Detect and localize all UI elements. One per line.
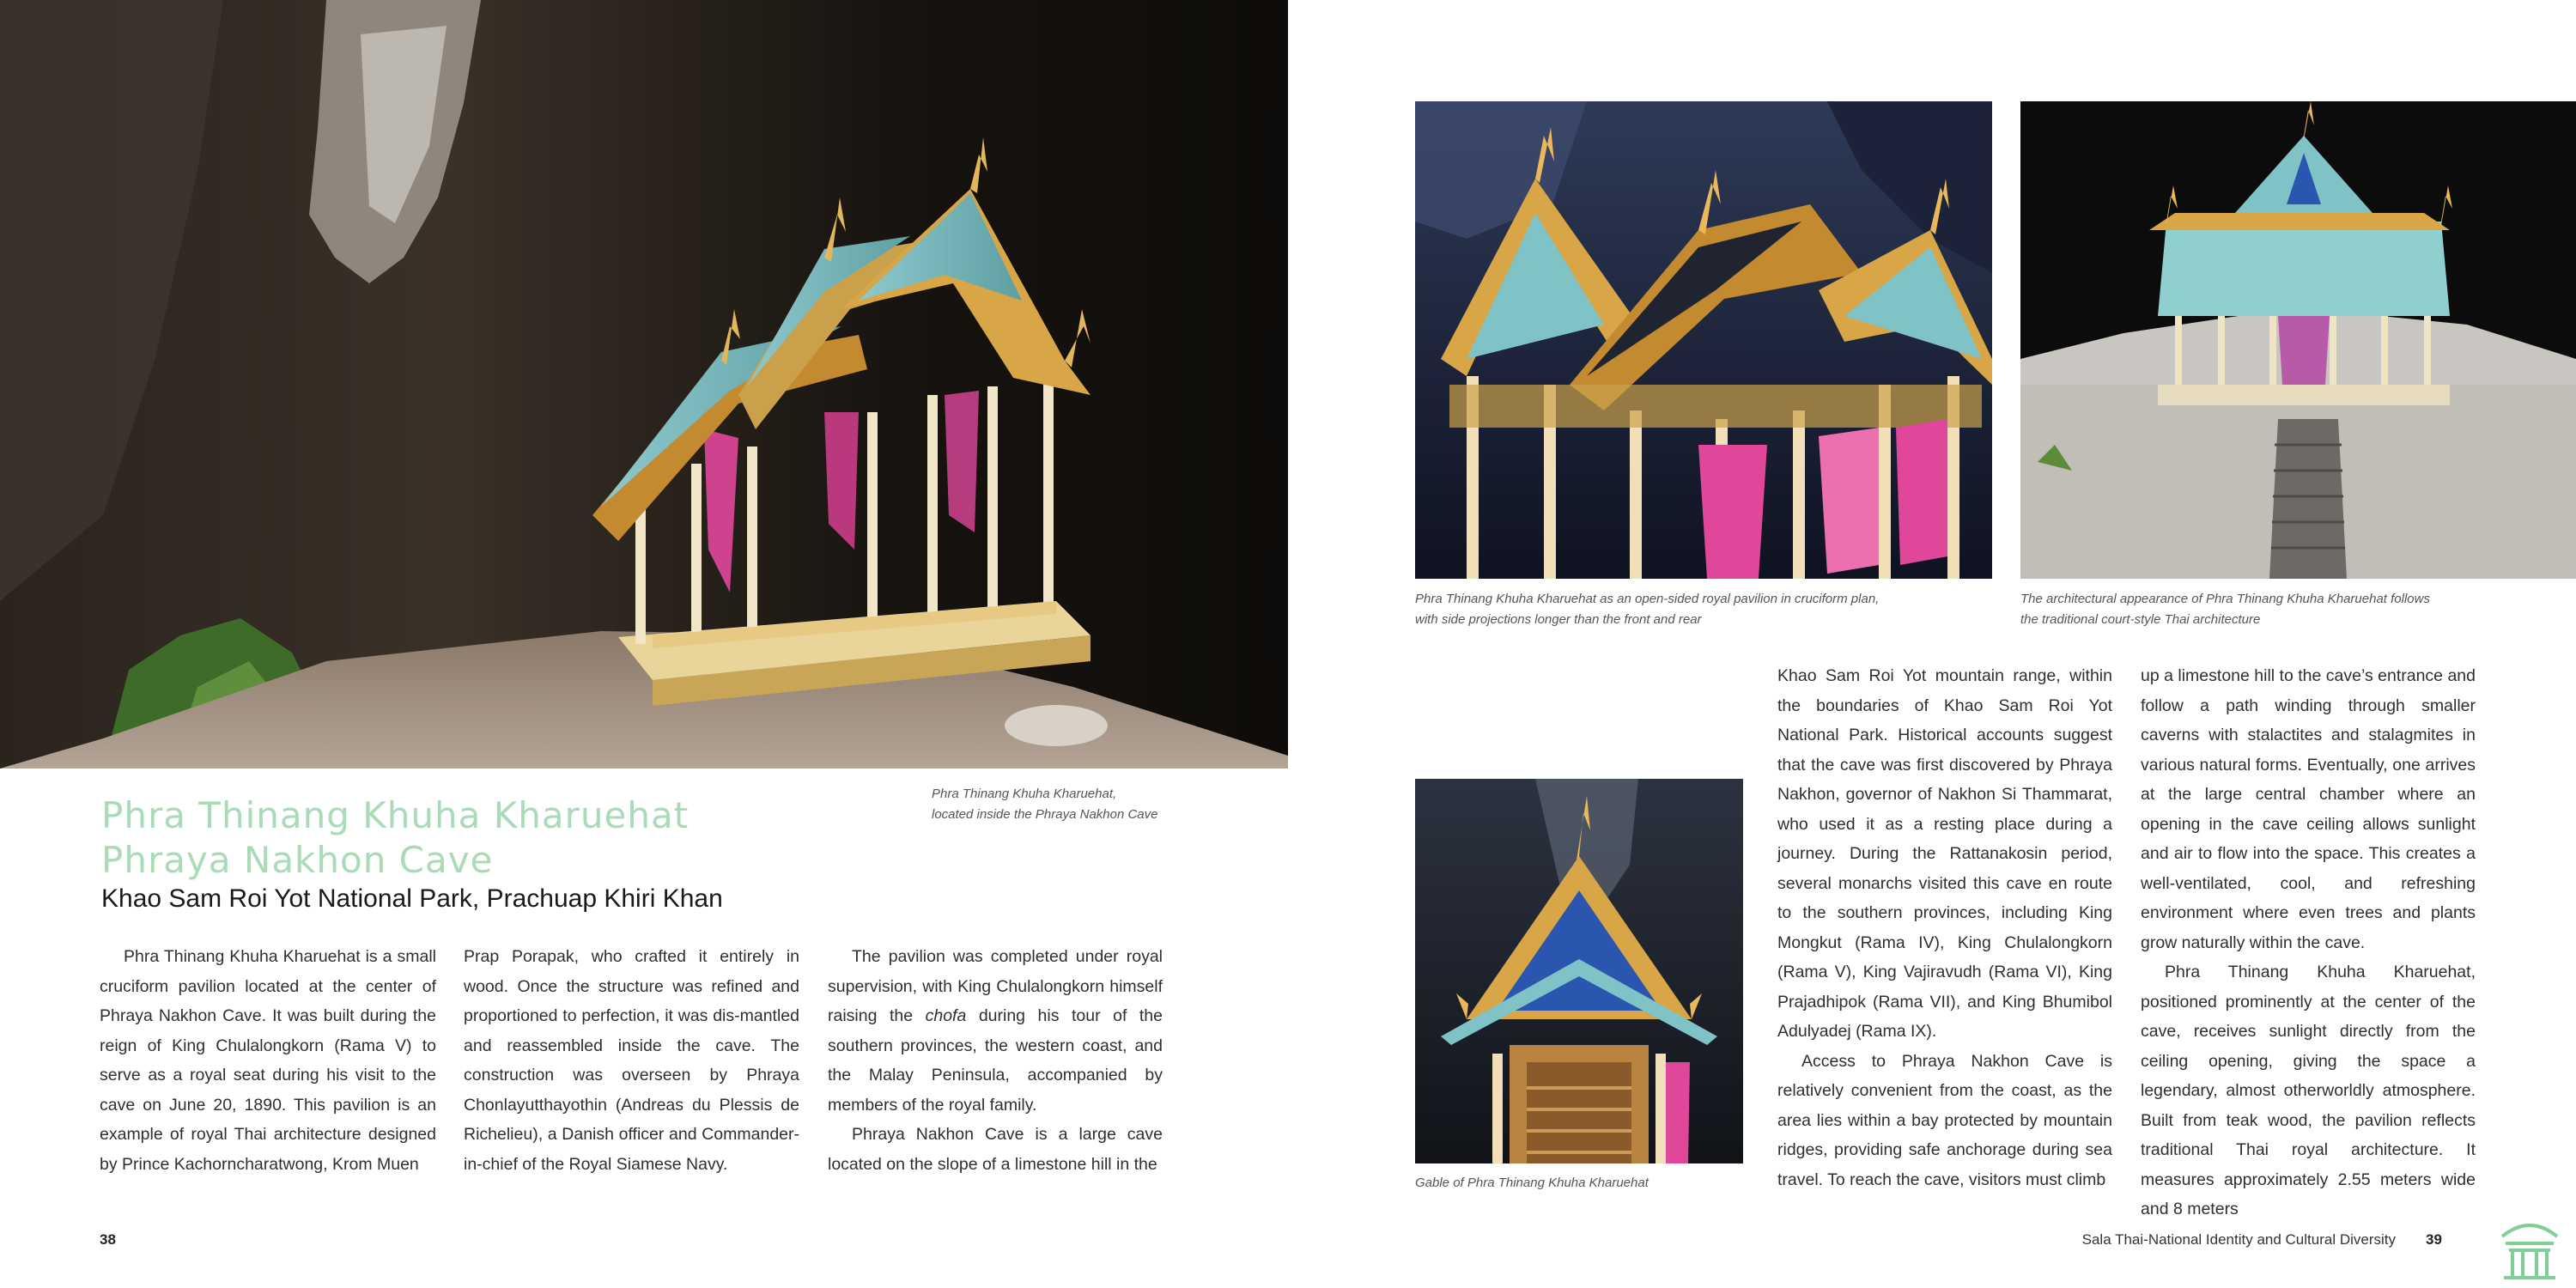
photo-court-style-frontal	[2020, 101, 2576, 579]
body-paragraph: Phraya Nakhon Cave is a large cave located on the slope of a limestone hill in the	[828, 1125, 1163, 1174]
page-number-right: 39	[2426, 1231, 2442, 1248]
body-paragraph: Khao Sam Roi Yot mountain range, within the boundaries of Khao Sam Roi Yot National Park. Historical accounts suggest that the cave was first discovered by Phraya Nakhon, governor of Nakhon Si Thammarat, who used it as a resting place during a journey. During the Rattanakosin period, several monarchs visited this cave en route to the southern provinces, including King Mongkut (Rama IV), King Chulalongkorn (Rama V), King Vajiravudh (Rama VI), King Prajadhipok (Rama VII), and King Bhumibol Adulyadej (Rama IX).	[1777, 666, 2112, 1041]
photo-pavilion-cruciform	[1415, 101, 1992, 579]
body-paragraph: Prap Porapak, who crafted it entirely in wood. Once the structure was refined and proportioned to perfection, it was dis-mantled and reassembled inside the cave. The construction was overseen by Phraya Chonlayutthayothin (Andreas du Plessis de Richelieu), a Danish officer and Commander-in-chief of the Royal Siamese Navy.	[464, 947, 799, 1174]
article-title	[101, 793, 874, 883]
body-column-3	[828, 942, 1163, 1179]
caption-line: the traditional court-style Thai architecture	[2020, 612, 2261, 627]
pavilion-logo-icon	[2497, 1211, 2562, 1283]
hero-photo-pavilion-in-cave	[0, 0, 1288, 769]
body-paragraph: Access to Phraya Nakhon Cave is relatively convenient from the coast, as the area lies within a bay protected by mountain ridges, providing safe anchorage during sea travel. To reach the cave, visitors must climb	[1777, 1051, 2112, 1189]
hero-photo-drawing	[0, 0, 1288, 769]
title-line: Phra Thinang Khuha Kharuehat	[101, 794, 690, 836]
right-page	[1288, 0, 2576, 1288]
caption-line: with side projections longer than the front and rear	[1415, 612, 1702, 627]
running-head: Sala Thai-National Identity and Cultural Diversity	[2081, 1231, 2396, 1248]
text-run: The pavilion was completed under royal supervision, with King Chulalongkorn himself raising the	[828, 947, 1163, 1025]
caption-line: The architectural appearance of Phra Thinang Khuha Kharuehat follows	[2020, 592, 2430, 606]
article-subtitle: Khao Sam Roi Yot National Park, Prachuap Khiri Khan	[101, 884, 723, 913]
text-run: during his tour of the southern provinces, the western coast, and the Malay Peninsula, accompanied by members of the royal family.	[828, 1006, 1163, 1115]
italic-term: chofa	[925, 1006, 967, 1025]
hero-caption	[932, 784, 1258, 825]
body-paragraph: Phra Thinang Khuha Kharuehat is a small cruciform pavilion located at the center of Phraya Nakhon Cave. It was built during the reign of King Chulalongkorn (Rama V) to serve as a royal seat during his visit to the cave on June 20, 1890. This pavilion is an example of royal Thai architecture designed by Prince Kachorncharatwong, Krom Muen	[100, 947, 436, 1174]
body-column-1	[100, 942, 436, 1179]
body-column-2	[464, 942, 799, 1179]
page-number-left: 38	[100, 1231, 116, 1248]
caption-court-style	[2020, 589, 2553, 630]
body-column-5	[2141, 661, 2476, 1224]
caption-pavilion-cruciform	[1415, 589, 1999, 630]
body-paragraph: Phra Thinang Khuha Kharuehat, positioned prominently at the center of the cave, receives sunlight directly from the ceiling opening, giving the space a legendary, almost otherworldly atmosphere. Built from teak wood, the pavilion reflects traditional Thai royal architecture. It measures approximately 2.55 meters wide and 8 meters	[2141, 963, 2476, 1218]
body-column-4	[1777, 661, 2112, 1194]
body-paragraph: up a limestone hill to the cave’s entrance and follow a path winding through smaller caverns with stalactites and stalagmites in various natural forms. Eventually, one arrives at the large central chamber where an opening in the cave ceiling allows sunlight and air to flow into the space. This creates a well-ventilated, cool, and refreshing environment where even trees and plants grow naturally within the cave.	[2141, 666, 2476, 952]
body-paragraph	[828, 942, 1163, 1120]
hero-caption-line: Phra Thinang Khuha Kharuehat,	[932, 787, 1117, 801]
caption-gable	[1415, 1173, 1750, 1194]
caption-line: Phra Thinang Khuha Kharuehat as an open-sided royal pavilion in cruciform plan,	[1415, 592, 1880, 606]
photo-pavilion-drawing	[1415, 101, 1992, 579]
photo-gable	[1415, 779, 1743, 1163]
photo-frontal-drawing	[2020, 101, 2576, 579]
caption-line: Gable of Phra Thinang Khuha Kharuehat	[1415, 1176, 1649, 1190]
hero-caption-line: located inside the Phraya Nakhon Cave	[932, 807, 1158, 822]
photo-gable-drawing	[1415, 779, 1743, 1163]
title-line: Phraya Nakhon Cave	[101, 839, 494, 881]
